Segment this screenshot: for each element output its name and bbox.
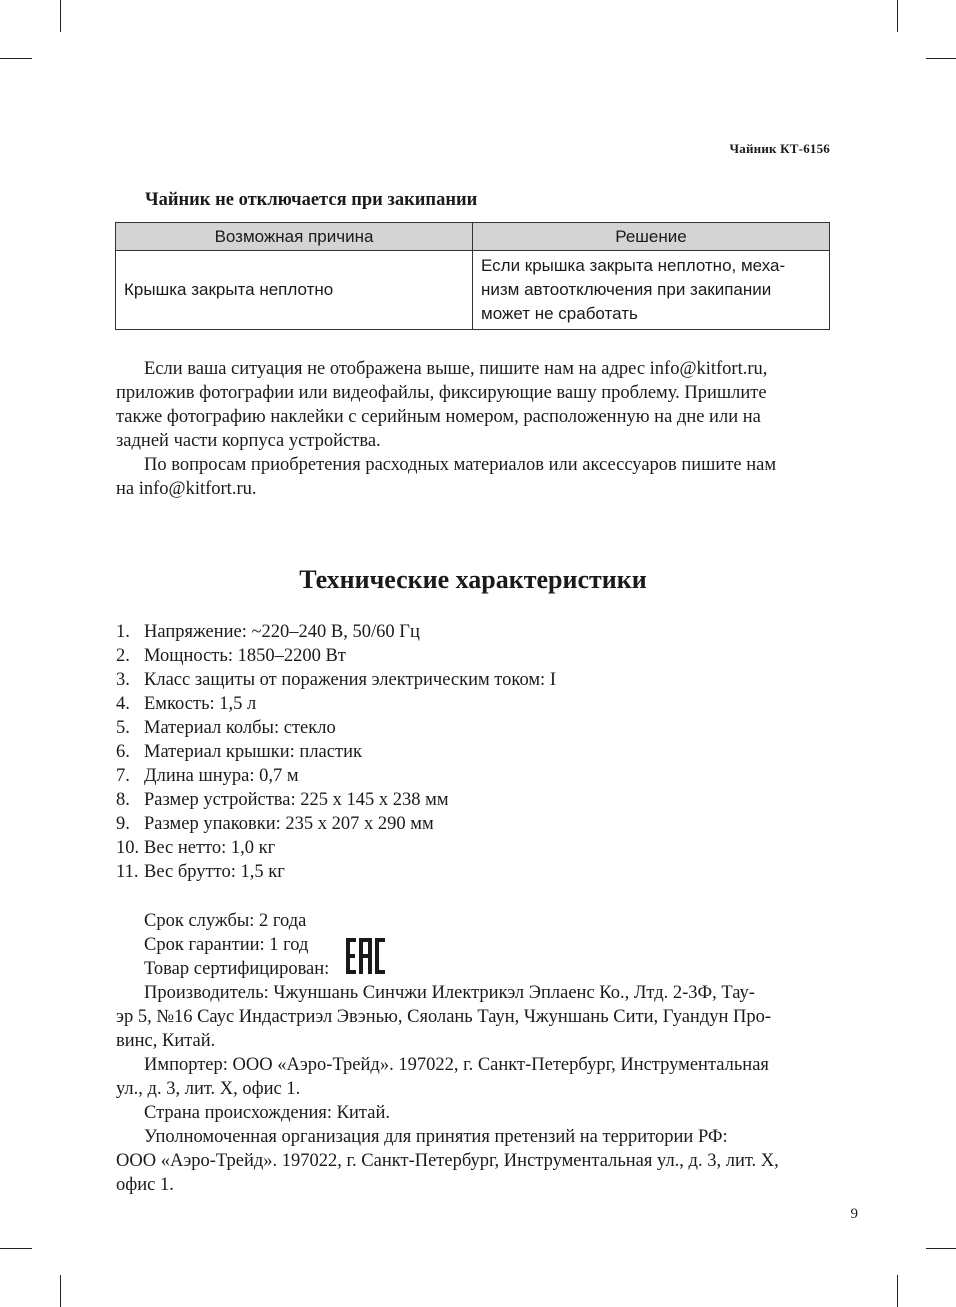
crop-mark: [926, 1248, 956, 1249]
contact-line: приложив фотографии или видеофайлы, фиксирующие вашу проблему. Пришлите: [116, 383, 767, 403]
authorized-line: ООО «Аэро-Трейд». 197022, г. Санкт-Петербург, Инструментальная ул., д. 3, лит. Х,: [116, 1151, 779, 1171]
list-item: 7. Длина шнура: 0,7 м: [116, 766, 299, 786]
list-item: 8. Размер устройства: 225 х 145 х 238 мм: [116, 790, 449, 810]
list-item: 10. Вес нетто: 1,0 кг: [116, 838, 276, 858]
list-item: 9. Размер упаковки: 235 х 207 х 290 мм: [116, 814, 434, 834]
running-header: Чайник КТ-6156: [729, 141, 830, 156]
importer-line: ул., д. 3, лит. Х, офис 1.: [116, 1079, 301, 1099]
section-heading: Чайник не отключается при закипании: [145, 190, 478, 210]
authorized-line: Уполномоченная организация для принятия претензий на территории РФ:: [144, 1127, 728, 1147]
list-item: 2. Мощность: 1850–2200 Вт: [116, 646, 346, 666]
crop-mark: [897, 1275, 898, 1307]
table-row: [116, 251, 830, 330]
crop-mark: [0, 1248, 32, 1249]
table-header-solution: Решение: [473, 223, 830, 251]
manufacturer-info: [116, 981, 834, 1197]
specs-list: [116, 620, 556, 884]
crop-mark: [60, 0, 61, 32]
service-life: Срок службы: 2 года: [144, 911, 307, 931]
contact-line: Если ваша ситуация не отображена выше, пишите нам на адрес info@kitfort.ru,: [144, 359, 768, 379]
solution-line: Если крышка закрыта неплотно, меха-: [481, 256, 786, 275]
solution-line: низм автоотключения при закипании: [481, 280, 772, 299]
manufacturer-line: эр 5, №16 Саус Индастриэл Эвэнью, Сяолань Таун, Чжуншань Сити, Гуандун Про-: [116, 1007, 772, 1027]
crop-mark: [926, 58, 956, 59]
crop-mark: [897, 0, 898, 32]
contact-line: задней части корпуса устройства.: [116, 431, 381, 451]
certified-label: Товар сертифицирован:: [144, 959, 330, 979]
list-item: 11. Вес брутто: 1,5 кг: [116, 862, 285, 882]
solution-line: может не сработать: [481, 304, 638, 323]
list-item: 5. Материал колбы: стекло: [116, 718, 336, 738]
contact-paragraphs: [116, 357, 834, 501]
eac-certification-icon: [345, 936, 387, 976]
authorized-line: офис 1.: [116, 1175, 174, 1195]
list-item: 6. Материал крышки: пластик: [116, 742, 362, 762]
page-number: 9: [850, 1206, 858, 1222]
table-cell-solution: [473, 251, 830, 330]
importer-line: Импортер: ООО «Аэро-Трейд». 197022, г. Санкт-Петербург, Инструментальная: [144, 1055, 769, 1075]
list-item: 1. Напряжение: ~220–240 В, 50/60 Гц: [116, 622, 420, 642]
list-item: 3. Класс защиты от поражения электрическим током: I: [116, 670, 556, 690]
contact-line: По вопросам приобретения расходных материалов или аксессуаров пишите нам: [144, 455, 777, 475]
troubleshooting-table: [115, 222, 830, 330]
list-item: 4. Емкость: 1,5 л: [116, 694, 257, 714]
table-cell-cause: Крышка закрыта неплотно: [116, 251, 473, 330]
specs-heading: Технические характеристики: [299, 565, 647, 594]
manufacturer-line: винс, Китай.: [116, 1031, 216, 1051]
origin-line: Страна происхождения: Китай.: [144, 1103, 390, 1123]
manufacturer-line: Производитель: Чжуншань Синчжи Илектрикэл Эплаенс Ко., Лтд. 2-3Ф, Тау-: [144, 983, 755, 1003]
crop-mark: [0, 58, 32, 59]
crop-mark: [60, 1275, 61, 1307]
table-header-cause: Возможная причина: [116, 223, 473, 251]
warranty: Срок гарантии: 1 год: [144, 935, 309, 955]
contact-line: также фотографию наклейки с серийным номером, расположенную на дне или на: [116, 407, 761, 427]
contact-line: на info@kitfort.ru.: [116, 479, 257, 499]
